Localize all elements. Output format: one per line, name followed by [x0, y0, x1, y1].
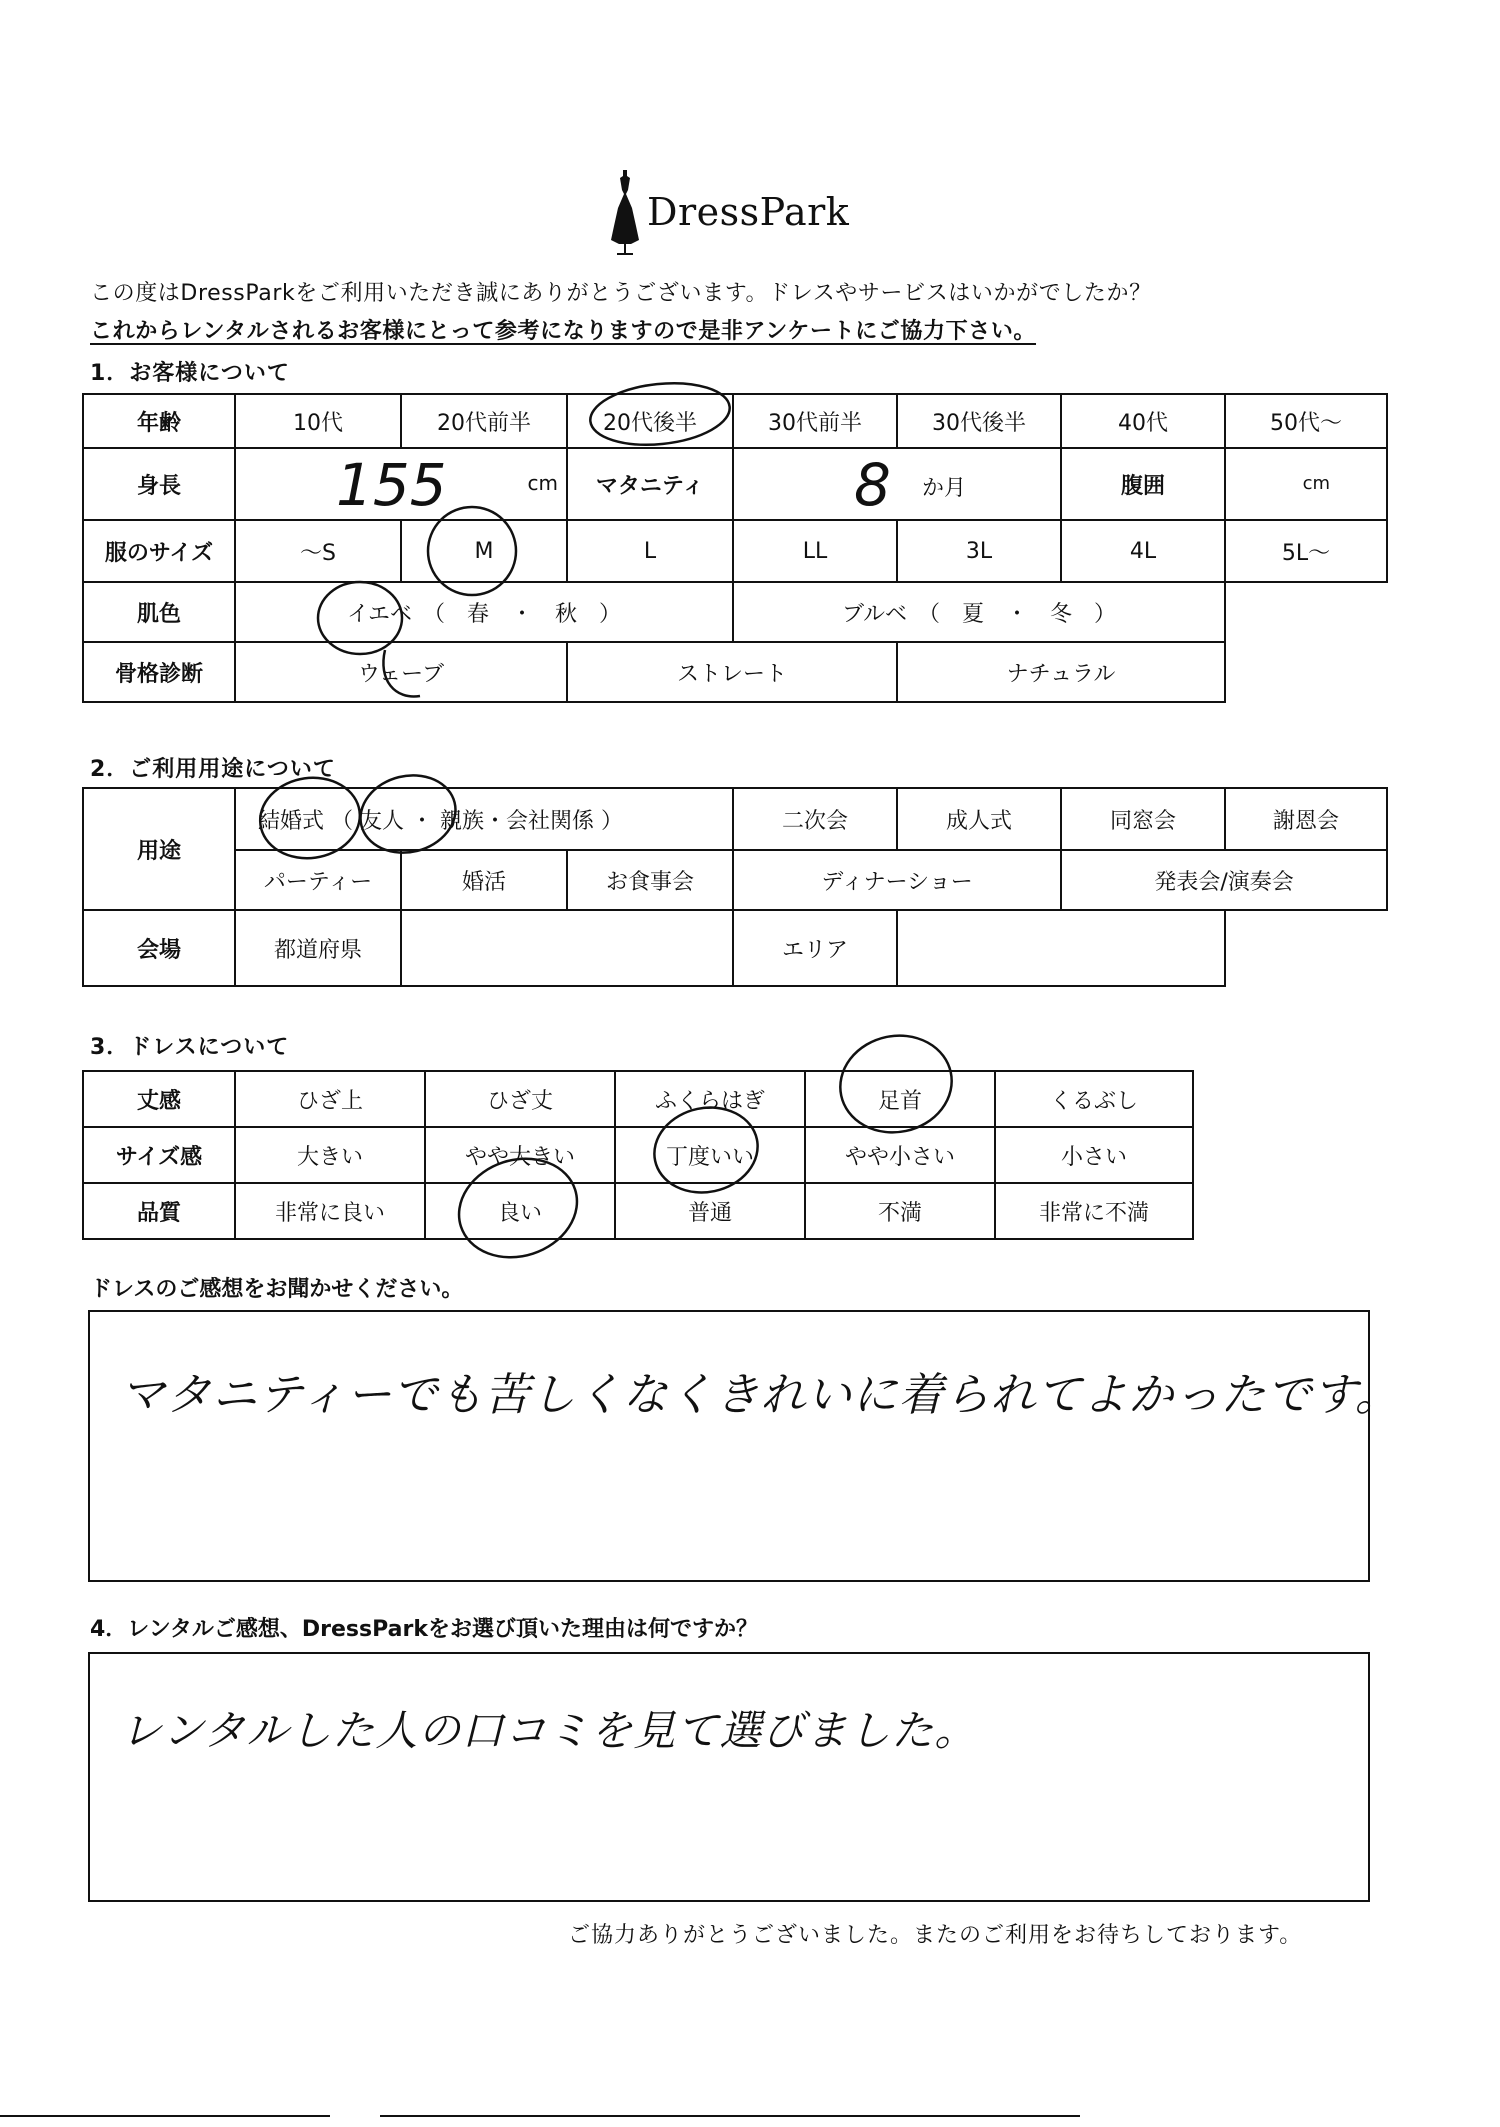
fit-option[interactable]: 小さい	[995, 1127, 1193, 1183]
purpose-label: 用途	[83, 788, 235, 910]
size-option[interactable]: 4L	[1061, 520, 1225, 582]
purpose-option[interactable]: 成人式	[897, 788, 1061, 850]
quality-option-selected[interactable]: 良い	[425, 1183, 615, 1239]
length-option[interactable]: ふくらはぎ	[615, 1071, 805, 1127]
brand-logo	[605, 168, 905, 258]
brand-name: DressPark	[647, 190, 850, 234]
section-4-question: 4．レンタルご感想、DressParkをお選び頂いた理由は何ですか？	[90, 1617, 758, 1642]
dress-table	[82, 1070, 1194, 1240]
size-option[interactable]: LL	[733, 520, 897, 582]
waist-label: 腹囲	[1061, 448, 1225, 520]
skin-blue-option[interactable]: ブルベ （ 夏 ・ 冬 ）	[733, 582, 1225, 642]
age-option[interactable]: 10代	[235, 394, 401, 448]
area-field[interactable]	[897, 910, 1225, 986]
maternity-field[interactable]	[733, 448, 1061, 520]
wedding-option[interactable]	[235, 788, 733, 850]
dress-mannequin-icon	[605, 168, 645, 258]
height-label: 身長	[83, 448, 235, 520]
length-row	[83, 1071, 1193, 1127]
size-row	[83, 520, 1387, 582]
size-option[interactable]: 3L	[897, 520, 1061, 582]
skeleton-option[interactable]: ナチュラル	[897, 642, 1225, 702]
section-3-title: 3．ドレスについて	[90, 1035, 290, 1060]
skin-yellow-option[interactable]: イエベ （ 春 ・ 秋 ）	[235, 582, 733, 642]
quality-option[interactable]: 不満	[805, 1183, 995, 1239]
purpose-option[interactable]: パーティー	[235, 850, 401, 910]
wedding-detail: （ 友人 ・ 親族・会社関係 ）	[331, 808, 623, 834]
impression-question: ドレスのご感想をお聞かせください。	[90, 1277, 464, 1302]
waist-unit: cm	[1302, 473, 1330, 494]
length-option-selected[interactable]: 足首	[805, 1071, 995, 1127]
impression-answer-box[interactable]	[88, 1310, 1401, 1582]
maternity-label: マタニティ	[567, 448, 733, 520]
size-option[interactable]: L	[567, 520, 733, 582]
size-label: 服のサイズ	[83, 520, 235, 582]
venue-row	[83, 910, 1387, 986]
size-option-selected[interactable]: M	[401, 520, 567, 582]
purpose-option[interactable]: ディナーショー	[733, 850, 1061, 910]
height-unit: cm	[527, 471, 558, 495]
length-option[interactable]: ひざ丈	[425, 1071, 615, 1127]
purpose-row-2	[83, 850, 1387, 910]
fit-option-selected[interactable]: 丁度いい	[615, 1127, 805, 1183]
venue-label: 会場	[83, 910, 235, 986]
age-label: 年齢	[83, 394, 235, 448]
section-2-title: 2．ご利用用途について	[90, 757, 336, 782]
age-option[interactable]: 50代～	[1225, 394, 1387, 448]
reason-answer-box[interactable]	[88, 1652, 1370, 1902]
fit-row	[83, 1127, 1193, 1183]
quality-option[interactable]: 普通	[615, 1183, 805, 1239]
skeleton-option-selected[interactable]: ウェーブ	[235, 642, 567, 702]
purpose-row-1	[83, 788, 1387, 850]
usage-table	[82, 787, 1388, 987]
purpose-option[interactable]: 二次会	[733, 788, 897, 850]
intro-line-2: これからレンタルされるお客様にとって参考になりますので是非アンケートにご協力下さい。	[90, 319, 1037, 344]
maternity-value: 8	[854, 451, 891, 519]
fit-option[interactable]: 大きい	[235, 1127, 425, 1183]
skeleton-row	[83, 642, 1387, 702]
skin-label: 肌色	[83, 582, 235, 642]
purpose-option[interactable]: 同窓会	[1061, 788, 1225, 850]
age-option-selected[interactable]: 20代後半	[567, 394, 733, 448]
purpose-option[interactable]: 謝恩会	[1225, 788, 1387, 850]
prefecture-field[interactable]	[401, 910, 733, 986]
waist-field[interactable]	[1225, 448, 1387, 520]
purpose-option[interactable]: 発表会/演奏会	[1061, 850, 1387, 910]
skeleton-option[interactable]: ストレート	[567, 642, 897, 702]
length-option[interactable]: ひざ上	[235, 1071, 425, 1127]
fit-option[interactable]: やや小さい	[805, 1127, 995, 1183]
body-row	[83, 448, 1387, 520]
size-option[interactable]: ～S	[235, 520, 401, 582]
age-option[interactable]: 20代前半	[401, 394, 567, 448]
reason-answer: レンタルした人の口コミを見て選びました。	[120, 1706, 978, 1755]
section-1-title: 1．お客様について	[90, 361, 290, 386]
customer-info-table	[82, 393, 1388, 703]
size-option[interactable]: 5L～	[1225, 520, 1387, 582]
length-option[interactable]: くるぶし	[995, 1071, 1193, 1127]
impression-answer: マタニティーでも苦しくなくきれいに着られてよかったです。	[120, 1368, 1401, 1421]
prefecture-label: 都道府県	[235, 910, 401, 986]
fit-option[interactable]: やや大きい	[425, 1127, 615, 1183]
quality-label: 品質	[83, 1183, 235, 1239]
intro-line-1: この度はDressParkをご利用いただき誠にありがとうございます。ドレスやサービスはいかがでしたか？	[90, 281, 1152, 306]
quality-option[interactable]: 非常に良い	[235, 1183, 425, 1239]
closing-message: ご協力ありがとうございました。またのご利用をお待ちしております。	[568, 1923, 1303, 1948]
skeleton-label: 骨格診断	[83, 642, 235, 702]
maternity-unit: か月	[922, 476, 967, 501]
fit-label: サイズ感	[83, 1127, 235, 1183]
height-value: 155	[336, 451, 447, 519]
quality-option[interactable]: 非常に不満	[995, 1183, 1193, 1239]
age-row	[83, 394, 1387, 448]
length-label: 丈感	[83, 1071, 235, 1127]
skin-row	[83, 582, 1387, 642]
quality-row	[83, 1183, 1193, 1239]
area-label: エリア	[733, 910, 897, 986]
height-field[interactable]	[235, 448, 567, 520]
purpose-option[interactable]: お食事会	[567, 850, 733, 910]
age-option[interactable]: 30代後半	[897, 394, 1061, 448]
purpose-option[interactable]: 婚活	[401, 850, 567, 910]
wedding-label: 結婚式	[258, 808, 325, 834]
age-option[interactable]: 40代	[1061, 394, 1225, 448]
age-option[interactable]: 30代前半	[733, 394, 897, 448]
